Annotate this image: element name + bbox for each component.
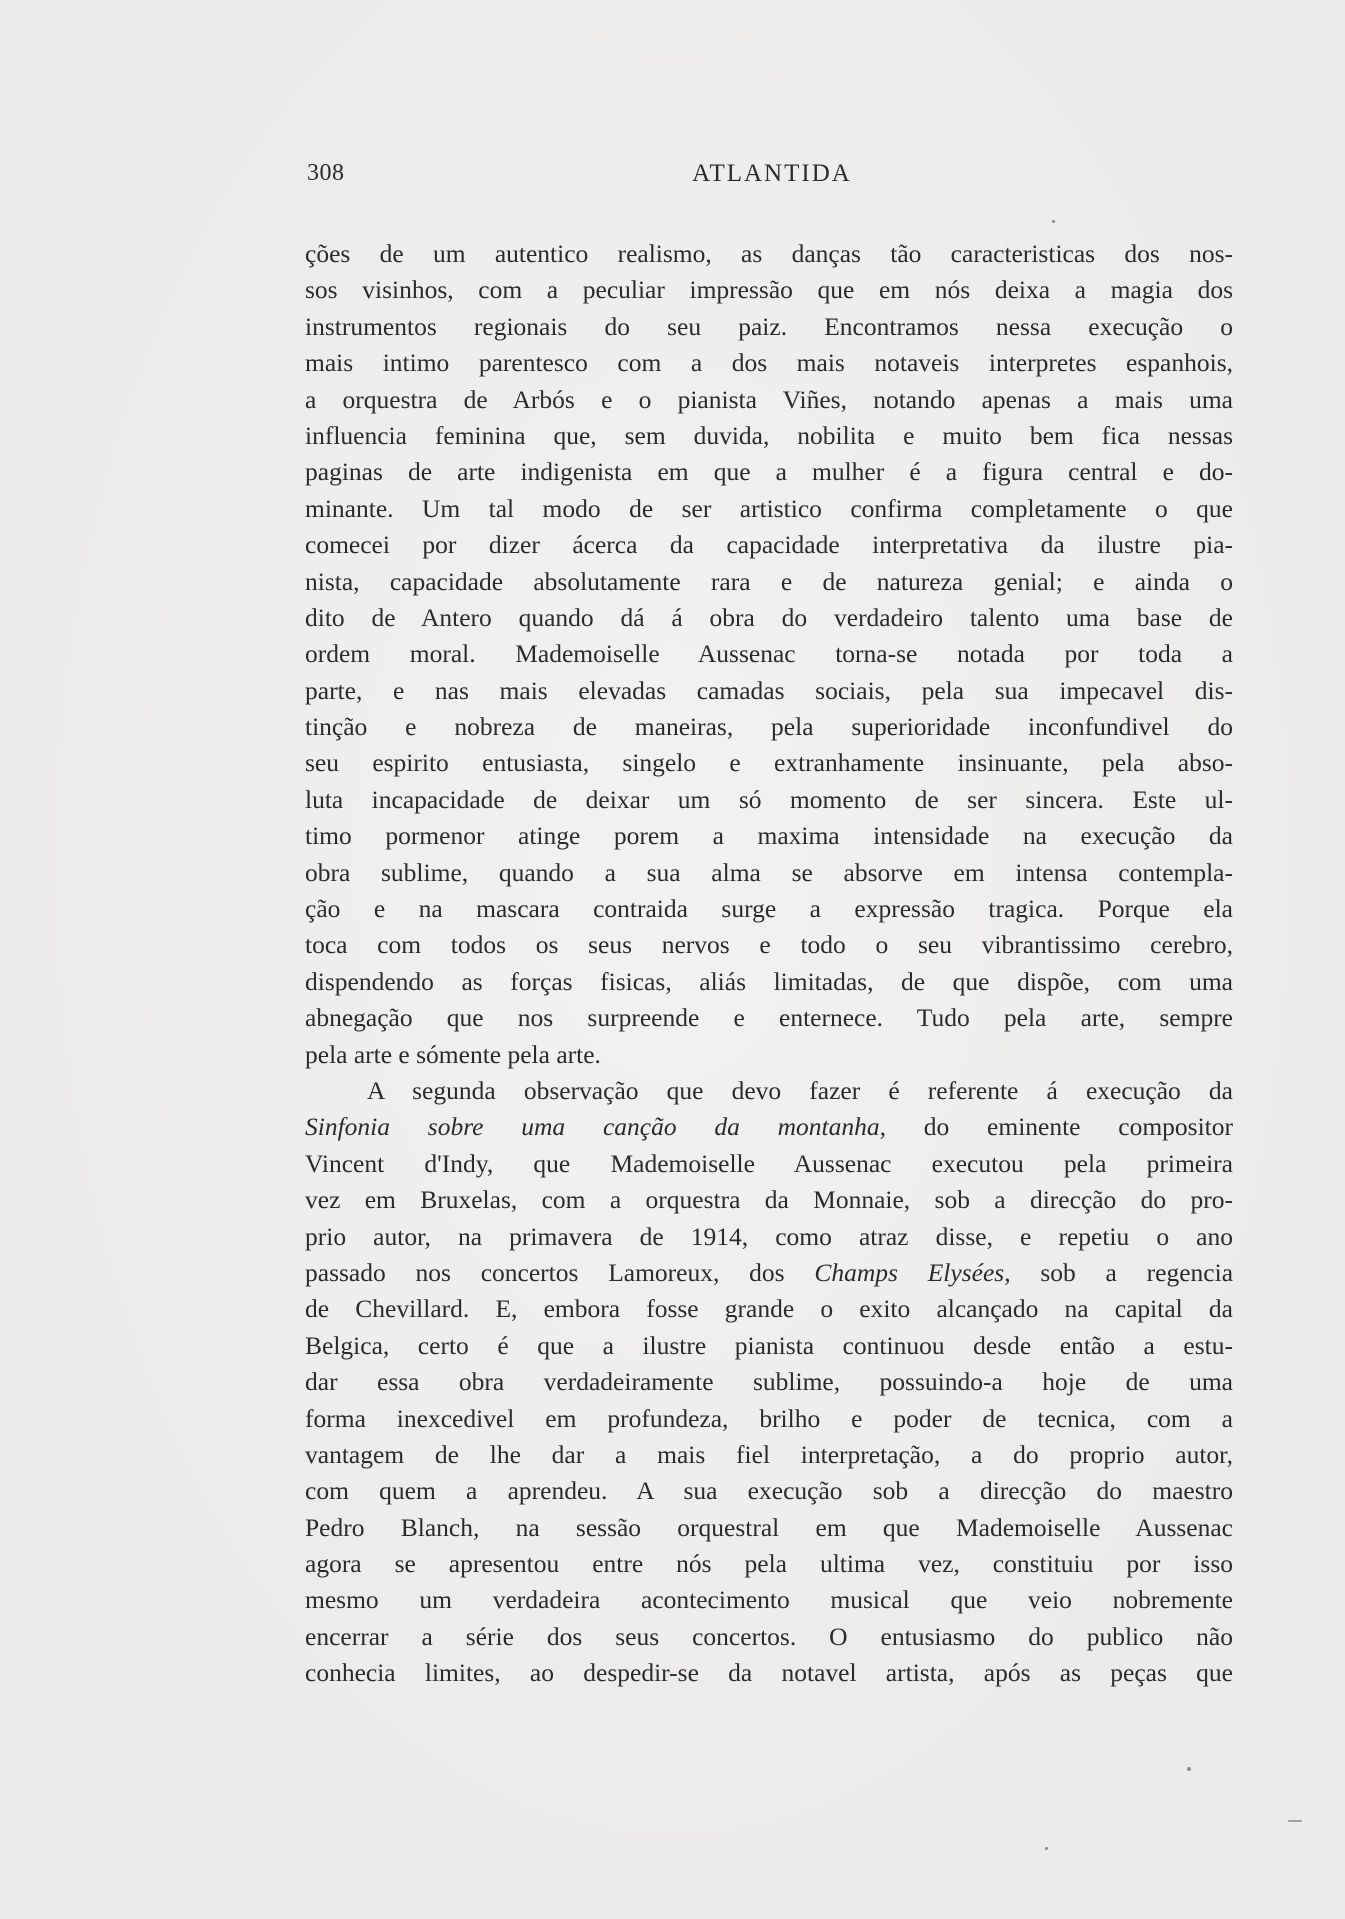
text-line (305, 927, 1233, 963)
text-segment: influencia feminina que, sem duvida, nobilita e muito bem fica nessas (305, 420, 1233, 450)
text-segment: sos visinhos, com a peculiar impressão que em nós deixa a magia dos (305, 275, 1233, 305)
text-segment: Vincent d'Indy, que Mademoiselle Aussenac executou pela primeira (305, 1148, 1233, 1178)
text-line (305, 709, 1233, 745)
text-segment: dispendendo as forças fisicas, aliás limitadas, de que dispõe, com uma (305, 966, 1233, 996)
text-line (305, 1437, 1233, 1473)
scan-speck (1187, 1767, 1191, 1771)
scan-speck (1288, 1820, 1302, 1822)
text-segment: abnegação que nos surpreende e enternece. Tudo pela arte, sempre (305, 1003, 1233, 1033)
text-line (305, 564, 1233, 600)
text-line (305, 964, 1233, 1000)
body-text (305, 236, 1233, 1692)
text-segment: parte, e nas mais elevadas camadas sociais, pela sua impecavel dis- (305, 675, 1233, 705)
text-segment: sob a regencia (1010, 1257, 1234, 1287)
text-segment: luta incapacidade de deixar um só momento de ser sincera. Este ul- (305, 784, 1233, 814)
text-line (305, 1109, 1233, 1145)
text-segment: nista, capacidade absolutamente rara e de natureza genial; e ainda o (305, 566, 1233, 596)
text-segment: tinção e nobreza de maneiras, pela superioridade inconfundivel do (305, 712, 1233, 742)
text-line (305, 673, 1233, 709)
text-segment: paginas de arte indigenista em que a mulher é a figura central e do- (305, 457, 1233, 487)
text-segment: dar essa obra verdadeiramente sublime, possuindo-a hoje de uma (305, 1367, 1233, 1397)
text-segment: com quem a aprendeu. A sua execução sob a direcção do maestro (305, 1476, 1233, 1506)
scan-speck (1052, 220, 1055, 223)
text-line (305, 1655, 1233, 1691)
text-line (305, 1473, 1233, 1509)
text-segment: Belgica, certo é que a ilustre pianista continuou desde então a estu- (305, 1330, 1233, 1360)
text-line (305, 309, 1233, 345)
italic-text-segment: Sinfonia sobre uma canção da montanha, (305, 1112, 886, 1142)
text-segment: Pedro Blanch, na sessão orquestral em que Mademoiselle Aussenac (305, 1512, 1233, 1542)
text-segment: obra sublime, quando a sua alma se absorve em intensa contempla- (305, 857, 1233, 887)
text-segment: dito de Antero quando dá á obra do verdadeiro talento uma base de (305, 602, 1233, 632)
text-line (305, 272, 1233, 308)
text-segment: pela arte e sómente pela arte. (305, 1039, 601, 1069)
text-segment: conhecia limites, ao despedir-se da notavel artista, após as peças que (305, 1658, 1233, 1688)
text-line (305, 1582, 1233, 1618)
text-line (305, 818, 1233, 854)
text-segment: timo pormenor atinge porem a maxima intensidade na execução da (305, 821, 1233, 851)
text-line (305, 1546, 1233, 1582)
text-segment: passado nos concertos Lamoreux, dos (305, 1257, 815, 1287)
text-segment: toca com todos os seus nervos e todo o seu vibrantissimo cerebro, (305, 930, 1233, 960)
text-segment: mesmo um verdadeira acontecimento musical que veio nobremente (305, 1585, 1233, 1615)
text-segment: minante. Um tal modo de ser artistico confirma completamente o que (305, 493, 1233, 523)
text-line (305, 382, 1233, 418)
text-segment: de Chevillard. E, embora fosse grande o exito alcançado na capital da (305, 1294, 1233, 1324)
text-segment: vantagem de lhe dar a mais fiel interpretação, a do proprio autor, (305, 1439, 1233, 1469)
text-segment: vez em Bruxelas, com a orquestra da Monnaie, sob a direcção do pro- (305, 1185, 1233, 1215)
text-segment: agora se apresentou entre nós pela ultima vez, constituiu por isso (305, 1549, 1233, 1579)
scan-speck (1045, 1847, 1048, 1850)
text-line (305, 855, 1233, 891)
text-line (305, 1364, 1233, 1400)
text-line (305, 745, 1233, 781)
text-segment: a orquestra de Arbós e o pianista Viñes, notando apenas a mais uma (305, 384, 1233, 414)
text-line (305, 891, 1233, 927)
text-segment: prio autor, na primavera de 1914, como atraz disse, e repetiu o ano (305, 1221, 1233, 1251)
text-line (305, 1037, 1233, 1073)
text-line (305, 1619, 1233, 1655)
text-line (305, 1182, 1233, 1218)
text-segment: A segunda observação que devo fazer é referente á execução da (367, 1075, 1233, 1105)
text-segment: ordem moral. Mademoiselle Aussenac torna-se notada por toda a (305, 639, 1233, 669)
text-segment: forma inexcedivel em profundeza, brilho e poder de tecnica, com a (305, 1403, 1233, 1433)
text-segment: encerrar a série dos seus concertos. O entusiasmo do publico não (305, 1621, 1233, 1651)
text-line (305, 1219, 1233, 1255)
text-line (305, 236, 1233, 272)
text-line (305, 636, 1233, 672)
text-line (305, 782, 1233, 818)
text-line (305, 1146, 1233, 1182)
text-line (305, 1401, 1233, 1437)
text-segment: mais intimo parentesco com a dos mais notaveis interpretes espanhois, (305, 348, 1233, 378)
text-line (305, 491, 1233, 527)
text-line (305, 345, 1233, 381)
text-line (305, 1291, 1233, 1327)
page-number: 308 (307, 160, 345, 186)
text-line (305, 1000, 1233, 1036)
text-line (305, 1328, 1233, 1364)
text-line (305, 1073, 1233, 1109)
text-segment: ção e na mascara contraida surge a expressão tragica. Porque ela (305, 894, 1233, 924)
text-segment: instrumentos regionais do seu paiz. Encontramos nessa execução o (305, 311, 1233, 341)
text-line (305, 418, 1233, 454)
text-line (305, 527, 1233, 563)
text-segment: comecei por dizer ácerca da capacidade interpretativa da ilustre pia- (305, 530, 1233, 560)
running-title: ATLANTIDA (692, 160, 852, 187)
text-line (305, 600, 1233, 636)
text-segment: do eminente compositor (886, 1112, 1233, 1142)
text-line (305, 454, 1233, 490)
text-segment: ções de um autentico realismo, as danças tão caracteristicas dos nos- (305, 239, 1233, 268)
text-line (305, 1510, 1233, 1546)
text-line (305, 1255, 1233, 1291)
text-segment: seu espirito entusiasta, singelo e extranhamente insinuante, pela abso- (305, 748, 1233, 778)
italic-text-segment: Champs Elysées, (814, 1257, 1011, 1287)
page-header (307, 160, 1237, 200)
